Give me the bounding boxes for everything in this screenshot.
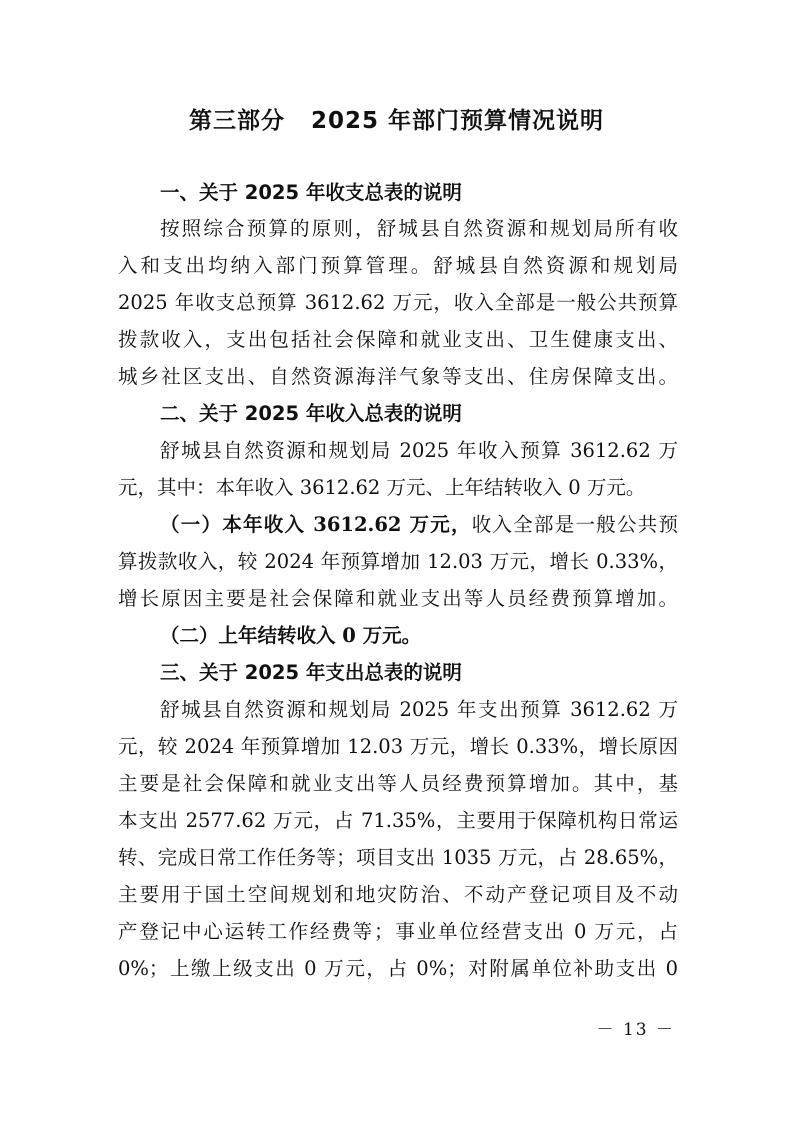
paragraph-line: 主要是社会保障和就业支出等人员经费预算增加。其中，基 (118, 772, 678, 795)
subheading-current-income: （一）本年收入 3612.62 万元， (160, 513, 472, 536)
paragraph-line: 0%；上缴上级支出 0 万元，占 0%；对附属单位补助支出 0 (118, 957, 678, 980)
paragraph-line: 主要用于国土空间规划和地灾防治、不动产登记项目及不动 (118, 883, 678, 906)
paragraph-line: 拨款收入，支出包括社会保障和就业支出、卫生健康支出、 (118, 328, 678, 351)
paragraph-line: 算拨款收入，较 2024 年预算增加 12.03 万元，增长 0.33%， (118, 550, 678, 573)
paragraph-line: 舒城县自然资源和规划局 2025 年支出预算 3612.62 万 (160, 698, 678, 721)
page-title (0, 102, 793, 135)
paragraph-line: 本支出 2577.62 万元，占 71.35%，主要用于保障机构日常运 (118, 809, 678, 832)
section-heading-1: 一、关于 2025 年收支总表的说明 (160, 181, 462, 204)
title-main: 2025 年部门预算情况说明 (310, 108, 605, 134)
subheading-current-income-rest: 收入全部是一般公共预 (471, 513, 678, 536)
section-heading-2: 二、关于 2025 年收入总表的说明 (160, 402, 462, 425)
section-heading-3: 三、关于 2025 年支出总表的说明 (160, 661, 462, 684)
paragraph-line: 元，较 2024 年预算增加 12.03 万元，增长 0.33%，增长原因 (118, 735, 678, 758)
paragraph-line: 产登记中心运转工作经费等；事业单位经营支出 0 万元，占 (118, 920, 678, 943)
page-number: － 13 － (596, 1020, 675, 1040)
paragraph-line: 增长原因主要是社会保障和就业支出等人员经费预算增加。 (118, 587, 678, 610)
paragraph-line-subheading (160, 508, 678, 542)
paragraph-line: 按照综合预算的原则，舒城县自然资源和规划局所有收 (160, 217, 678, 240)
paragraph-line: 舒城县自然资源和规划局 2025 年收入预算 3612.62 万 (160, 439, 678, 462)
paragraph-line: 城乡社区支出、自然资源海洋气象等支出、住房保障支出。 (118, 365, 678, 388)
title-prefix: 第三部分 (188, 108, 285, 134)
subheading-carryover-income: （二）上年结转收入 0 万元。 (160, 624, 422, 647)
paragraph-line: 入和支出均纳入部门预算管理。舒城县自然资源和规划局 (118, 254, 678, 277)
paragraph-line: 元，其中：本年收入 3612.62 万元、上年结转收入 0 万元。 (118, 476, 646, 499)
paragraph-line: 2025 年收支总预算 3612.62 万元，收入全部是一般公共预算 (118, 291, 678, 314)
paragraph-line: 转、完成日常工作任务等；项目支出 1035 万元，占 28.65%， (118, 846, 678, 869)
